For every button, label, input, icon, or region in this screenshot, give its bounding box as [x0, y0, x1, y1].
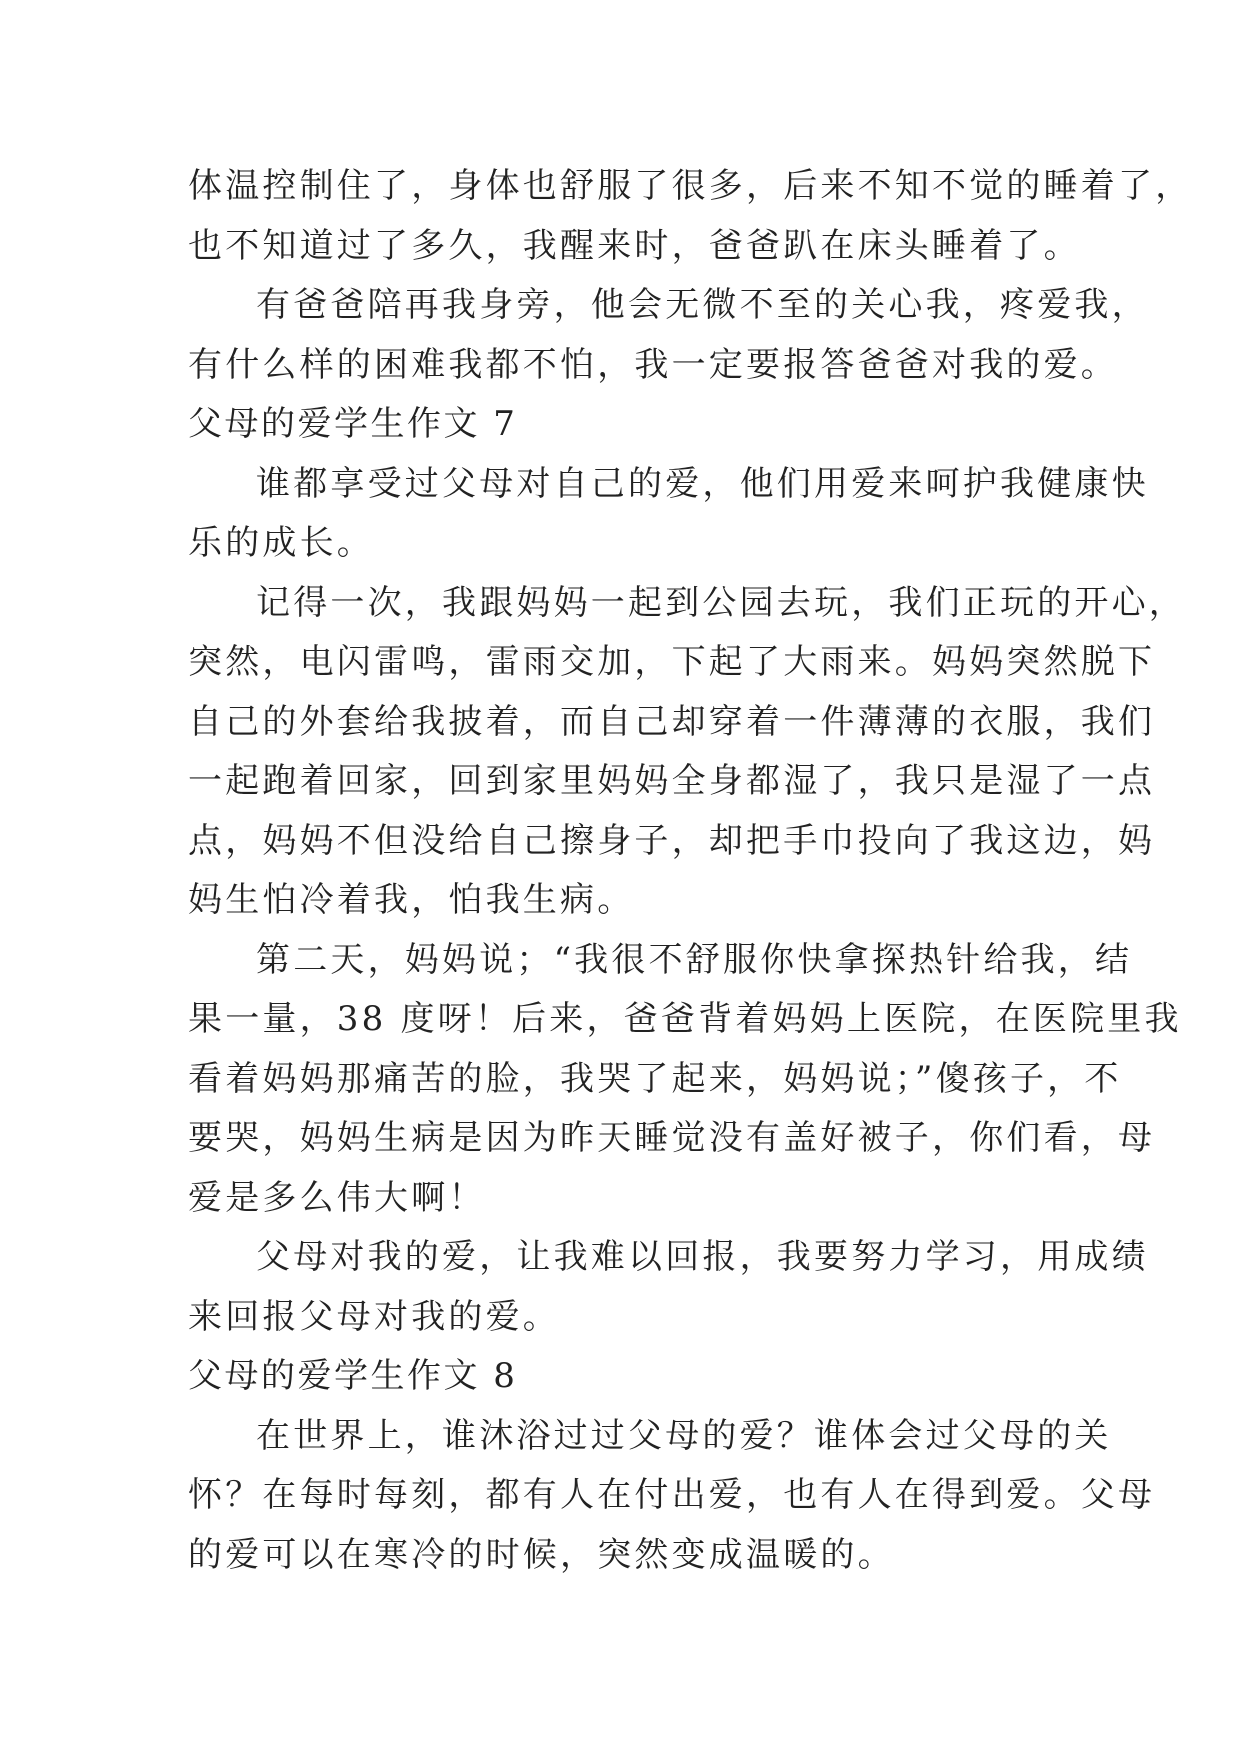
- paragraph-start-line: 父母对我的爱，让我难以回报，我要努力学习，用成绩: [256, 1237, 1149, 1277]
- text-line: 乐的成长。: [188, 523, 374, 563]
- paragraph-start-line: 记得一次，我跟妈妈一起到公园去玩，我们正玩的开心，: [256, 582, 1186, 623]
- text-line: 看着妈妈那痛苦的脸，我哭了起来，妈妈说；”傻孩子，不: [188, 1058, 1122, 1099]
- text-line: 体温控制住了，身体也舒服了很多，后来不知不觉的睡着了，: [188, 166, 1193, 206]
- text-line: 的爱可以在寒冷的时候，突然变成温暖的。: [188, 1534, 895, 1575]
- section-heading-8: 父母的爱学生作文 8: [188, 1356, 518, 1396]
- text-line: 爱是多么伟大啊！: [188, 1177, 486, 1218]
- text-line: 自己的外套给我披着，而自己却穿着一件薄薄的衣服，我们: [188, 701, 1156, 742]
- text-line: 果一量，38 度呀！后来，爸爸背着妈妈上医院，在医院里我: [188, 999, 1182, 1039]
- document-body: [188, 157, 1193, 1585]
- text-line: 有什么样的困难我都不怕，我一定要报答爸爸对我的爱。: [188, 344, 1118, 385]
- text-line: 怀？在每时每刻，都有人在付出爱，也有人在得到爱。父母: [188, 1475, 1156, 1515]
- text-line: 突然，电闪雷鸣，雷雨交加，下起了大雨来。妈妈突然脱下: [188, 642, 1156, 682]
- paragraph-start-line: 第二天，妈妈说；“我很不舒服你快拿探热针给我，结: [256, 939, 1133, 980]
- text-line: 妈生怕冷着我，怕我生病。: [188, 880, 635, 920]
- text-line: 来回报父母对我的爱。: [188, 1296, 560, 1337]
- text-line: 要哭，妈妈生病是因为昨天睡觉没有盖好被子，你们看，母: [188, 1118, 1156, 1158]
- text-line: 点，妈妈不但没给自己擦身子，却把手巾投向了我这边，妈: [188, 820, 1156, 861]
- section-heading-7: 父母的爱学生作文 7: [188, 404, 518, 444]
- paragraph-start-line: 有爸爸陪再我身旁，他会无微不至的关心我，疼爱我，: [256, 285, 1149, 325]
- paragraph-start-line: 在世界上，谁沐浴过过父母的爱？谁体会过父母的关: [256, 1415, 1112, 1456]
- text-line: 一起跑着回家，回到家里妈妈全身都湿了，我只是湿了一点: [188, 761, 1156, 801]
- paragraph-start-line: 谁都享受过父母对自己的爱，他们用爱来呵护我健康快: [256, 463, 1149, 504]
- text-line: 也不知道过了多久，我醒来时，爸爸趴在床头睡着了。: [188, 225, 1081, 266]
